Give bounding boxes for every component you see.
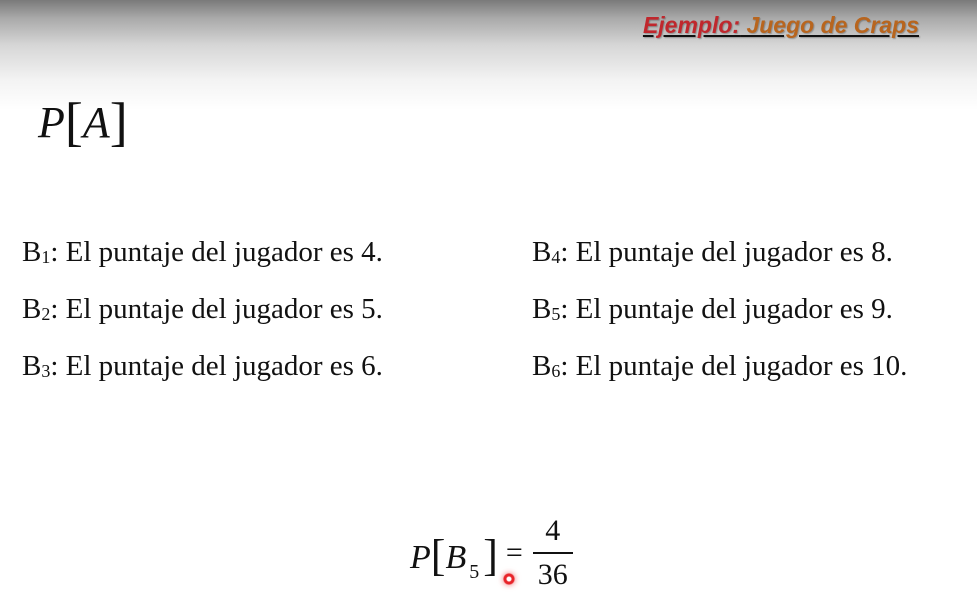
slide-title-lead: Ejemplo: (642, 12, 741, 38)
fraction-bar (533, 552, 573, 554)
event-index: 1 (41, 247, 51, 268)
event-b6 (532, 352, 907, 409)
event-index: 3 (41, 361, 51, 382)
events-column-right (532, 238, 907, 409)
event-index: 2 (41, 304, 51, 325)
slide-title-rest: Juego de Craps (740, 12, 919, 38)
bracket-open: [ (64, 92, 83, 152)
event-b5 (532, 295, 907, 352)
event-description: : El puntaje del jugador es 8. (560, 236, 893, 268)
equals-sign: = (505, 536, 523, 569)
event-symbol: B (22, 293, 42, 325)
event-symbol: B (22, 236, 42, 268)
formula-symbol: P (410, 538, 431, 576)
probability-formula (410, 508, 573, 598)
fraction-denominator: 36 (537, 558, 568, 591)
event-symbol: B (532, 350, 552, 382)
event-description: : El puntaje del jugador es 6. (50, 350, 383, 382)
formula-bracket-open: [ (430, 530, 446, 580)
event-description: : El puntaje del jugador es 10. (560, 350, 908, 382)
fraction (533, 513, 573, 593)
slide-title (643, 12, 919, 39)
bracket-close: ] (109, 92, 128, 152)
pointer-cursor-icon (503, 573, 515, 585)
event-a: A (82, 98, 110, 147)
formula-lhs (410, 528, 498, 583)
event-index: 5 (551, 304, 561, 325)
event-description: : El puntaje del jugador es 4. (50, 236, 383, 268)
event-b4 (532, 238, 907, 295)
formula-event-index: 5 (469, 560, 480, 583)
event-description: : El puntaje del jugador es 9. (560, 293, 893, 325)
events-column-left (22, 238, 383, 409)
probability-a-label (38, 92, 128, 152)
event-symbol: B (532, 293, 552, 325)
event-b2 (22, 295, 383, 352)
formula-event: B (445, 538, 467, 576)
fraction-numerator: 4 (545, 514, 561, 547)
event-index: 6 (551, 361, 561, 382)
event-index: 4 (551, 247, 561, 268)
probability-symbol: P (38, 98, 65, 147)
event-b3 (22, 352, 383, 409)
formula-bracket-close: ] (483, 530, 498, 580)
event-symbol: B (532, 236, 552, 268)
event-symbol: B (22, 350, 42, 382)
event-b1 (22, 238, 383, 295)
event-description: : El puntaje del jugador es 5. (50, 293, 383, 325)
